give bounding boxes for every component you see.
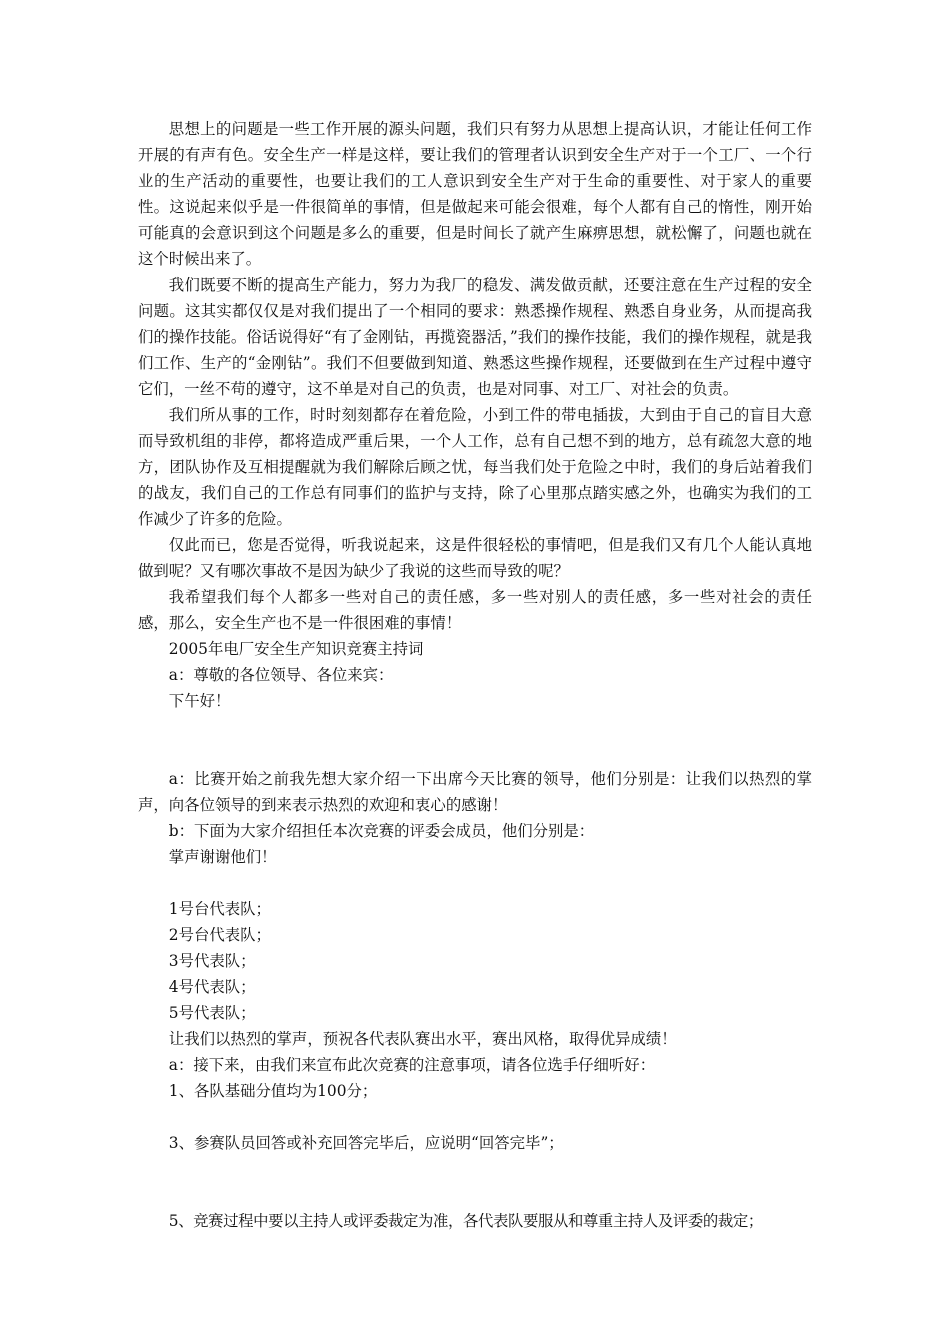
team-item: 1号台代表队；	[168, 900, 271, 918]
team-item: 5号代表队；	[168, 1004, 256, 1022]
paragraph-3: 我们所从事的工作，时时刻刻都存在着危险，小到工件的带电插拔，大到由于自己的盲目大意而导致机组的非停，都将造成严重后果，一个人工作，总有自己想不到的地方，总有疏忽大意的地方，团队协作及互相提醒就为我们解除后顾之忧，每当我们处于危险之中时，我们的身后站着我们的战友，我们自己的工作总有同事们的监护与支持，除了心里那点踏实感之外，也确实为我们的工作减少了许多的危险。	[138, 406, 812, 528]
blank-space	[138, 714, 812, 766]
rule-item: 5、竞赛过程中要以主持人或评委裁定为准，各代表队要服从和尊重主持人及评委的裁定；	[168, 1212, 763, 1230]
blank-space	[138, 1156, 812, 1208]
paragraph-1: 思想上的问题是一些工作开展的源头问题，我们只有努力从思想上提高认识，才能让任何工作开展的有声有色。安全生产一样是这样，要让我们的管理者认识到安全生产对于一个工厂、一个行业的生产活动的重要性，也要让我们的工人意识到安全生产对于生命的重要性、对于家人的重要性。这说起来似乎是一件很简单的事情，但是做起来可能会很难，每个人都有自己的惰性，刚开始可能真的会意识到这个问题是多么的重要，但是时间长了就产生麻痹思想，就松懈了，问题也就在这个时候出来了。	[138, 120, 812, 268]
rule-item: 3、参赛队员回答或补充回答完毕后，应说明“回答完毕”；	[168, 1134, 564, 1152]
host-rules-intro: a：接下来，由我们来宣布此次竞赛的注意事项，请各位选手仔细听好：	[168, 1056, 656, 1074]
host-intro-judges: b：下面为大家介绍担任本次竞赛的评委会成员，他们分别是：	[168, 822, 595, 840]
host-good-afternoon: 下午好！	[168, 692, 231, 710]
host-intro-leaders: a：比赛开始之前我先想大家介绍一下出席今天比赛的领导，他们分别是：让我们以热烈的掌声，向各位领导的到来表示热烈的欢迎和衷心的感谢！	[138, 770, 812, 814]
paragraph-4: 仅此而已，您是否觉得，听我说起来，这是件很轻松的事情吧，但是我们又有几个人能认真地做到呢？又有哪次事故不是因为缺少了我说的这些而导致的呢？	[138, 536, 812, 580]
host-applause-teams: 让我们以热烈的掌声，预祝各代表队赛出水平，赛出风格，取得优异成绩！	[168, 1030, 677, 1048]
blank-space	[138, 870, 812, 896]
host-greeting: a：尊敬的各位领导、各位来宾：	[168, 666, 394, 684]
paragraph-2: 我们既要不断的提高生产能力，努力为我厂的稳发、满发做贡献，还要注意在生产过程的安全问题。这其实都仅仅是对我们提出了一个相同的要求：熟悉操作规程、熟悉自身业务，从而提高我们的操作技能。俗话说得好“有了金刚钻，再揽瓷器活，”我们的操作技能，我们的操作规程，就是我们工作、生产的“金刚钻”。我们不但要做到知道、熟悉这些操作规程，还要做到在生产过程中遵守它们，一丝不苟的遵守，这不单是对自己的负责，也是对同事、对工厂、对社会的负责。	[138, 276, 812, 398]
team-item: 2号台代表队；	[168, 926, 271, 944]
rule-item: 1、各队基础分值均为100分；	[168, 1082, 378, 1100]
team-item: 4号代表队；	[168, 978, 256, 996]
blank-space	[138, 1104, 812, 1130]
paragraph-5: 我希望我们每个人都多一些对自己的责任感，多一些对别人的责任感，多一些对社会的责任感，那么，安全生产也不是一件很困难的事情！	[138, 588, 812, 632]
host-script-title: 2005年电厂安全生产知识竞赛主持词	[168, 640, 424, 658]
host-thanks: 掌声谢谢他们！	[168, 848, 277, 866]
document-page	[138, 116, 812, 1234]
team-item: 3号代表队；	[168, 952, 256, 970]
